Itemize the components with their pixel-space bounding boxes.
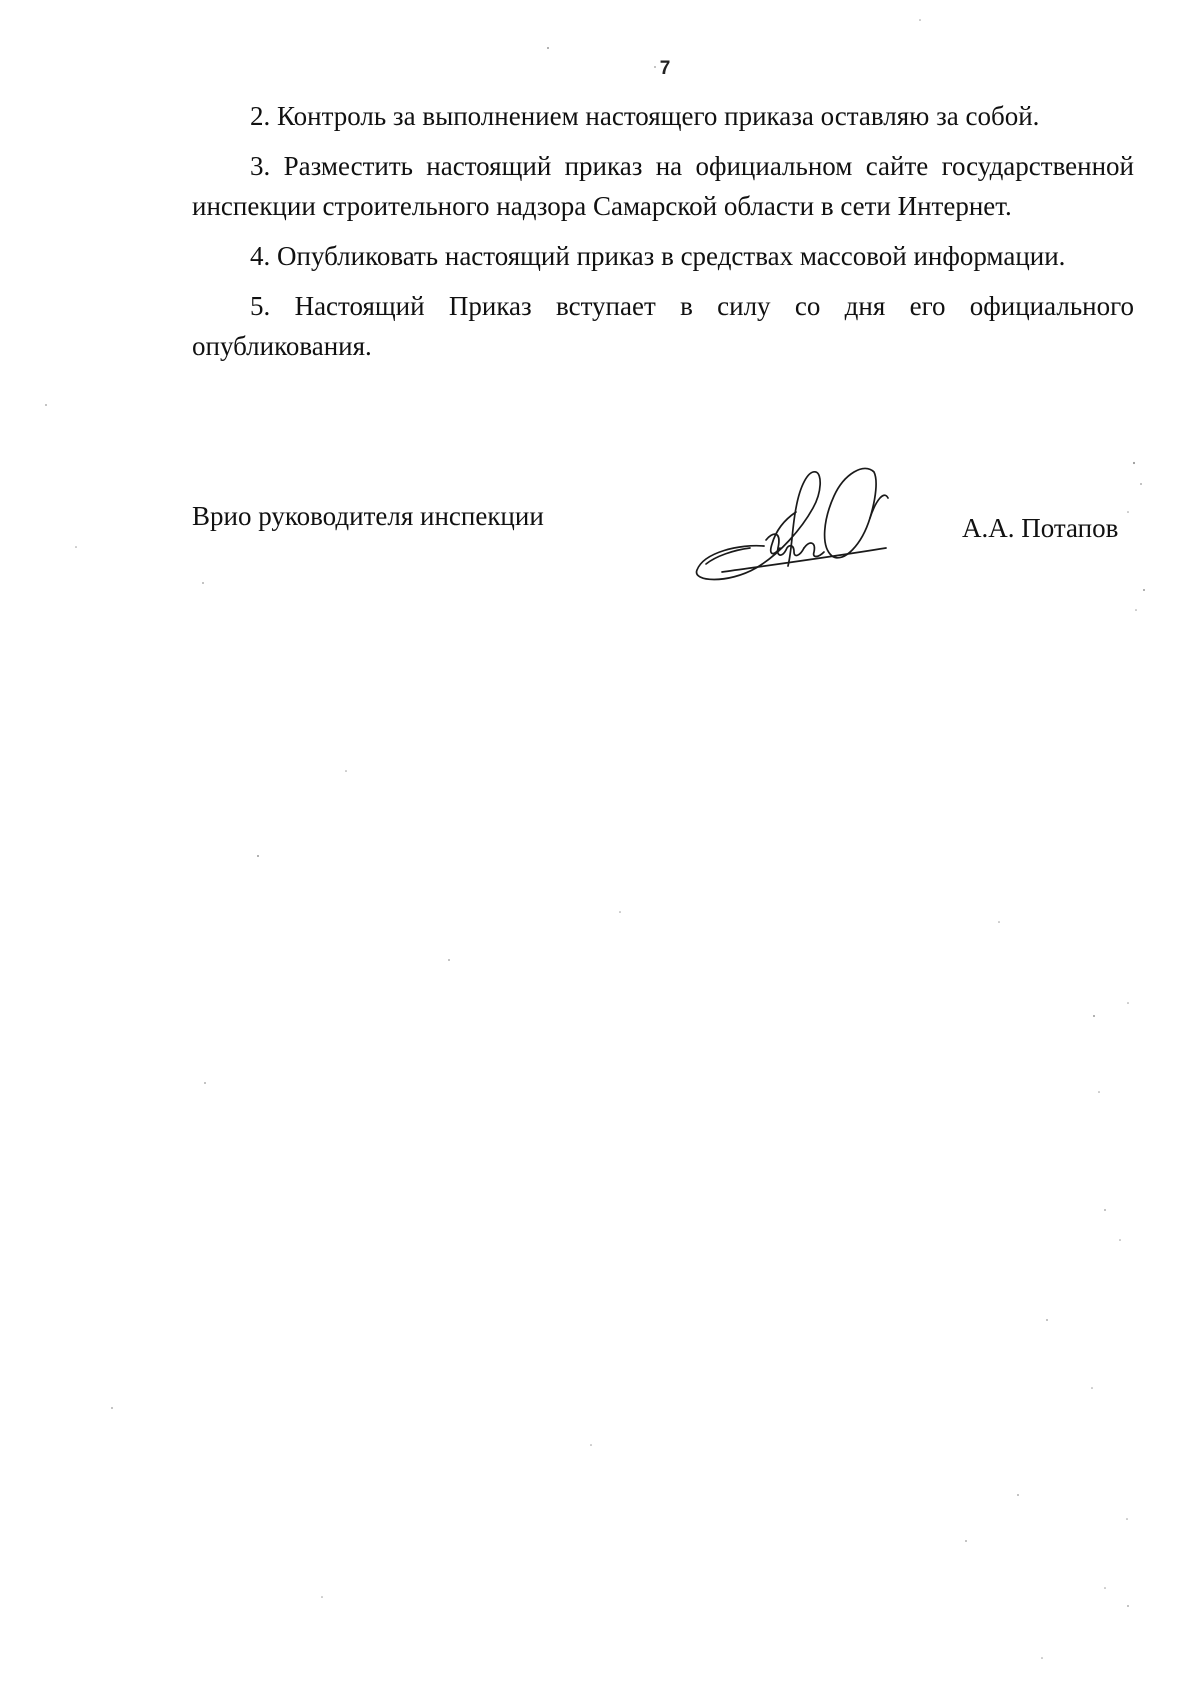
paragraph-3: 3. Разместить настоящий приказ на официальном сайте государственной инспекции строительного надзора Самарской области в сети Интернет. bbox=[192, 151, 1134, 221]
signer-name: А.А. Потапов bbox=[962, 513, 1119, 543]
handwritten-signature bbox=[694, 460, 894, 592]
order-body bbox=[192, 96, 1134, 376]
paragraph-2: 2. Контроль за выполнением настоящего приказа оставляю за собой. bbox=[250, 101, 1040, 131]
paragraph-5: 5. Настоящий Приказ вступает в силу со дня его официального опубликования. bbox=[192, 291, 1134, 361]
paragraph-4: 4. Опубликовать настоящий приказ в средствах массовой информации. bbox=[250, 241, 1066, 271]
page-number: 7 bbox=[659, 58, 671, 79]
signatory-position: Врио руководителя инспекции bbox=[192, 501, 544, 531]
